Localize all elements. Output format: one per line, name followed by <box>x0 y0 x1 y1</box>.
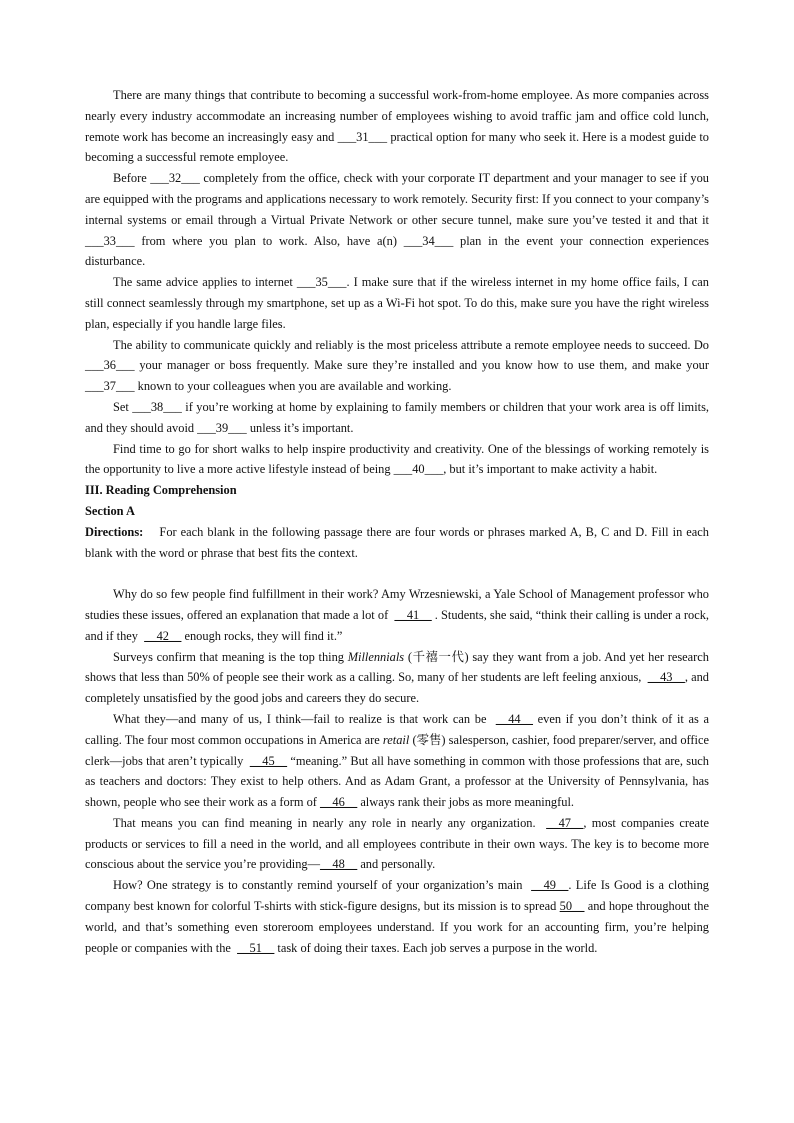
passage-paragraph-4 <box>85 813 709 875</box>
millennials-gloss: (千禧一代) <box>407 649 469 664</box>
cloze-paragraph-2: Before ___32___ completely from the office, check with your corporate IT department and your manager to see if you are equipped with the programs and applications necessary to work remotely. Security first: If you connect to your company’s internal systems or email through a Virtual Private Network or other secure tunnel, make sure you’ve tested it and that it ___33___ from where you plan to work. Also, have a(n) ___34___ plan in the event your connection experiences disturbance. <box>85 171 709 269</box>
blank-45: __45__ <box>249 753 288 768</box>
retail-gloss: (零售) <box>412 732 446 747</box>
blank-44: __44__ <box>495 711 533 726</box>
text: task of doing their taxes. Each job serves a purpose in the world. <box>277 940 598 955</box>
text: That means you can find meaning in nearly any role in nearly any organization. <box>113 815 536 830</box>
cloze-paragraph-1: There are many things that contribute to becoming a successful work-from-home employee. As more companies across nearly every industry accommodate an increasing number of employees wishing to avoid traffic jam and office cold lunch, remote work has become an increasingly easy and ___31___ practical option for many who seek it. Here is a modest guide to becoming a successful remote employee. <box>85 88 709 165</box>
text: say they want from a job. And yet her research shows that less than 50% of people see their work as a calling. So, many of her students are left feeling anxious, <box>85 649 709 685</box>
directions-text: For each blank in the following passage there are four words or phrases marked A, B, C and D. Fill in each blank with the word or phrase that best fits the context. <box>85 524 710 560</box>
text: enough rocks, they will find it.” <box>184 628 343 643</box>
spacer <box>85 563 709 584</box>
text: Why do so few people find fulfillment in their work? Amy Wrzesniewski, a Yale School of Management professor who studies these issues, offered an explanation that made a lot of <box>85 587 709 622</box>
blank-41: __41__ <box>394 607 432 622</box>
section-heading: III. Reading Comprehension <box>85 483 237 498</box>
text: How? One strategy is to constantly remind yourself of your organization’s main <box>113 878 523 893</box>
millennials-term: Millennials <box>347 649 405 664</box>
directions-label: Directions: <box>85 524 144 539</box>
text: , and completely unsatisfied by the good jobs and careers they do secure. <box>85 670 709 706</box>
passage-paragraph-2 <box>85 647 709 709</box>
text: . Students, she said, “think their calling is under a rock, and if they <box>85 607 709 643</box>
text: always rank their jobs as more meaningful. <box>360 795 574 810</box>
retail-term: retail <box>382 732 410 747</box>
text: even if you don’t think of it as a calling. The four most common occupations in America are <box>85 711 709 747</box>
text: “meaning.” But all have something in common with those professions that are, such as teachers and doctors: They exist to help others. And as Adam Grant, a professor at the University of Pennsylvania, has shown, people who see their work as a form of <box>85 753 709 810</box>
blank-47: __47__ <box>546 815 584 830</box>
directions <box>85 522 709 564</box>
blank-51: __51__ <box>237 940 275 955</box>
text: and personally. <box>360 857 436 872</box>
blank-50: 50__ <box>559 899 585 914</box>
text: salesperson, cashier, food preparer/server, and office clerk—jobs that aren’t typically <box>85 732 709 768</box>
text: and hope throughout the world, and that’s something even storeroom employees understand. If you work for an accounting firm, you’re helping people or companies with the <box>85 899 709 955</box>
passage-paragraph-1 <box>85 584 709 646</box>
blank-48: __48__ <box>320 857 358 872</box>
cloze-paragraph-6: Find time to go for short walks to help inspire productivity and creativity. One of the blessings of working remotely is the opportunity to live a more active lifestyle instead of being ___40___, but it’s important to make activity a habit. <box>85 441 709 477</box>
text: What they—and many of us, I think—fail to realize is that work can be <box>113 711 487 726</box>
cloze-paragraph-5: Set ___38___ if you’re working at home by explaining to family members or children that your work area is off limits, and they should avoid ___39___ unless it’s important. <box>85 399 709 435</box>
blank-46: __46__ <box>320 795 358 810</box>
text: , most companies create products or services to fill a need in the world, and all employees contribute in their own ways. The key is to become more conscious about the service you’re providing— <box>85 815 710 872</box>
blank-42: __42__ <box>144 628 182 643</box>
blank-43: __43__ <box>647 670 685 685</box>
cloze-paragraph-3: The same advice applies to internet ___35___. I make sure that if the wireless internet in my home office fails, I can still connect seamlessly through my smartphone, set up as a Wi-Fi hot spot. To do this, make sure you have the right wireless plan, especially if you handle large files. <box>85 275 709 331</box>
passage-paragraph-3 <box>85 709 709 813</box>
cloze-paragraph-4: The ability to communicate quickly and reliably is the most priceless attribute a remote employee needs to succeed. Do ___36___ your manager or boss frequently. Make sure they’re installed and you know how to use them, and make your ___37___ known to your colleagues when you are available and working. <box>85 337 709 394</box>
text: Surveys confirm that meaning is the top thing <box>113 649 344 664</box>
blank-49: __49__ <box>531 878 569 893</box>
text: . Life Is Good is a clothing company best known for colorful T-shirts with stick-figure designs, but its mission is to spread <box>85 878 709 914</box>
passage-paragraph-5 <box>85 875 709 958</box>
section-a-heading: Section A <box>85 503 135 518</box>
document-page <box>85 85 709 958</box>
